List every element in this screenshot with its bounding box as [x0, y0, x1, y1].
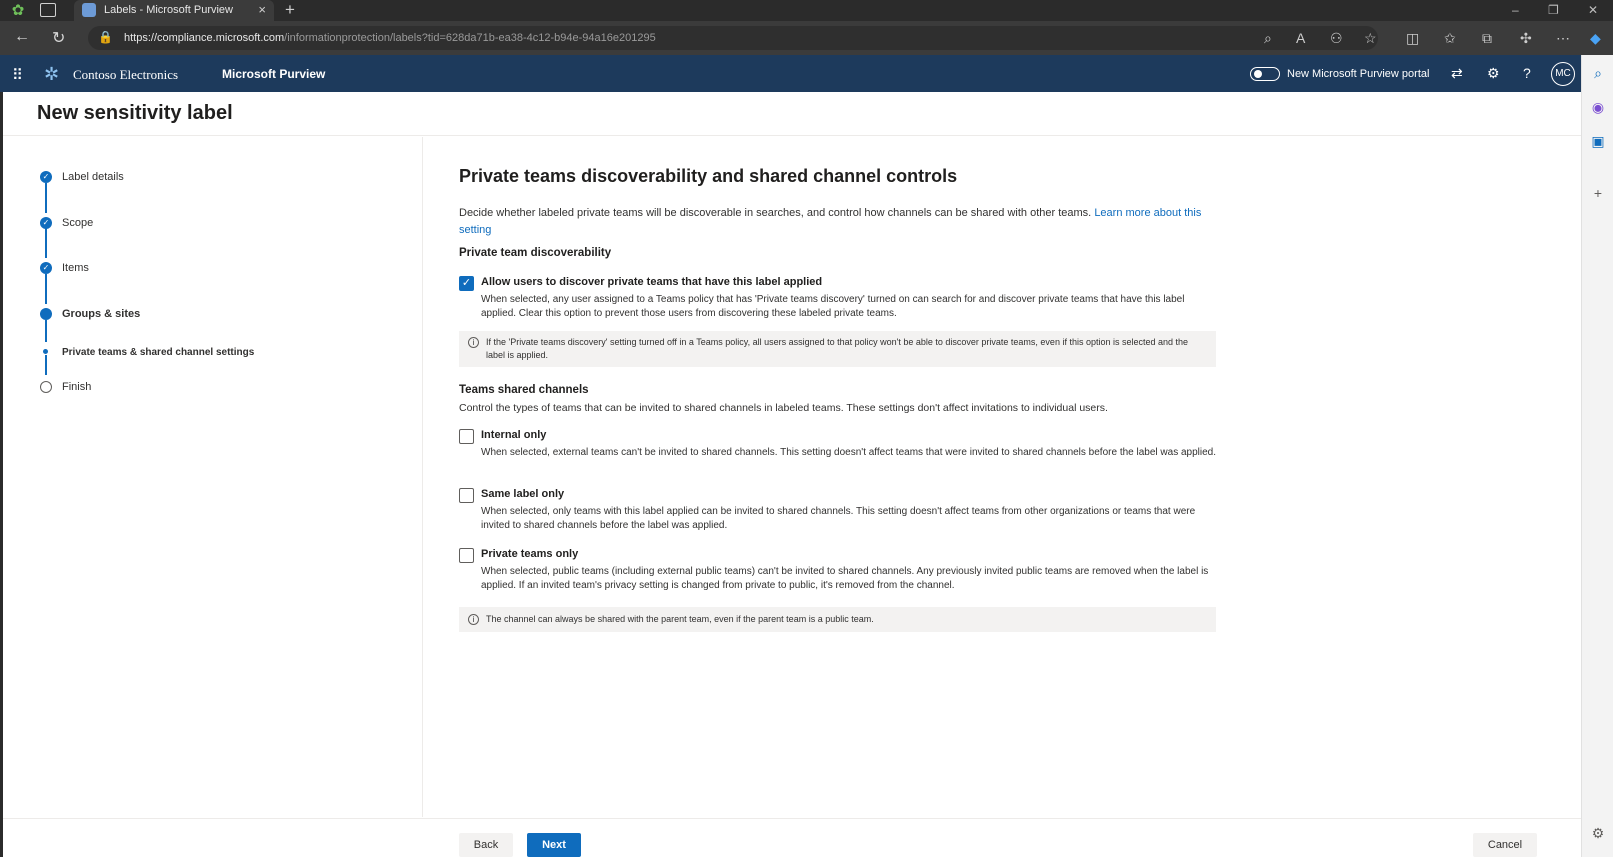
org-name[interactable]: Contoso Electronics — [73, 67, 179, 82]
new-portal-toggle[interactable] — [1250, 67, 1280, 81]
step-connector — [45, 320, 47, 342]
shared-channels-info-bar — [459, 607, 1216, 632]
outlook-icon[interactable]: ▣ — [1591, 133, 1605, 149]
learn-more-link[interactable]: Learn more about this setting — [459, 207, 1202, 236]
new-tab-icon[interactable]: + — [285, 0, 295, 19]
step-label: Label details — [62, 171, 124, 183]
zoom-icon[interactable]: ⌕ — [1264, 30, 1272, 46]
back-button[interactable]: Back — [459, 833, 513, 857]
url-text: https://compliance.microsoft.com/informationprotection/labels?tid=628da71b-ea38-4c12-b94e-94a16e201295 — [124, 32, 656, 44]
wizard-footer — [3, 818, 1581, 857]
pending-step-icon — [40, 381, 52, 393]
option-label: Internal only — [481, 429, 547, 441]
internal-only-option — [459, 429, 1219, 473]
page-description — [459, 205, 1219, 239]
url-field[interactable] — [88, 26, 1378, 50]
split-screen-icon[interactable]: ◫ — [1406, 30, 1420, 46]
option-description: When selected, public teams (including external public teams) can't be invited to shared channels. Any previously invited public teams are removed when the label is applied. If an invited team's privacy setting is changed from private to public, it's removed from the channel. — [481, 566, 1209, 591]
step-connector — [45, 183, 47, 213]
collections-icon[interactable]: ⧉ — [1482, 30, 1492, 46]
page-header — [3, 92, 1581, 136]
private-teams-only-option — [459, 548, 1219, 592]
share-icon[interactable]: ⇄ — [1451, 65, 1463, 81]
discoverability-checkbox[interactable]: ✓ — [459, 276, 474, 291]
option-description: When selected, external teams can't be invited to shared channels. This setting doesn't affect teams that were invited to shared channels before the label was applied. — [481, 447, 1216, 458]
step-connector — [45, 355, 47, 375]
shared-channels-title: Teams shared channels — [459, 384, 589, 396]
info-icon: i — [468, 337, 479, 348]
page-title: New sensitivity label — [37, 102, 233, 124]
toggle-knob — [1254, 70, 1262, 78]
checkmark-icon: ✓ — [40, 262, 52, 274]
lock-icon[interactable]: 🔒 — [98, 30, 113, 44]
info-text: If the 'Private teams discovery' setting turned off in a Teams policy, all users assigned to that policy won't be able to discover private teams, even if this option is selected and the label is applied. — [486, 337, 1189, 360]
step-label: Finish — [62, 381, 92, 393]
browser-sidebar — [1581, 55, 1613, 857]
contoso-logo-icon: ✲ — [44, 64, 60, 84]
close-window-icon[interactable]: ✕ — [1588, 3, 1599, 17]
substep-dot-icon — [43, 349, 48, 354]
app-launcher-icon[interactable]: ⠿ — [12, 67, 23, 84]
sidebar-settings-icon[interactable]: ⚙ — [1591, 825, 1605, 841]
option-description: When selected, only teams with this label applied can be invited to shared channels. This setting doesn't affect teams from other organizations or teams that were invited to shared channels before the label was applied. — [481, 506, 1196, 531]
minimize-icon[interactable]: – — [1512, 3, 1519, 17]
search-icon[interactable]: ⌕ — [1594, 65, 1602, 81]
favorites-icon[interactable]: ✩ — [1444, 30, 1456, 46]
step-label: Items — [62, 262, 89, 274]
read-aloud-icon[interactable]: A — [1296, 30, 1306, 46]
step-label: Scope — [62, 217, 94, 229]
same-label-only-checkbox[interactable] — [459, 488, 474, 503]
copilot-icon[interactable]: ◆ — [1590, 30, 1601, 46]
browser-tab[interactable] — [74, 0, 274, 21]
browser-tab-bar — [0, 0, 1613, 21]
extensions-icon[interactable]: ✣ — [1520, 30, 1532, 46]
user-icon[interactable]: ⚇ — [1330, 30, 1343, 46]
step-connector — [45, 228, 47, 258]
discoverability-option — [459, 276, 1219, 319]
option-label: Same label only — [481, 488, 565, 500]
step-label: Groups & sites — [62, 308, 141, 320]
checkmark-icon: ✓ — [40, 217, 52, 229]
same-label-only-option — [459, 488, 1219, 532]
internal-only-checkbox[interactable] — [459, 429, 474, 444]
close-tab-icon[interactable]: × — [258, 2, 266, 17]
info-icon: i — [468, 614, 479, 625]
product-name[interactable]: Microsoft Purview — [222, 67, 326, 81]
tab-title: Labels - Microsoft Purview — [104, 4, 233, 16]
discoverability-info-bar — [459, 331, 1216, 367]
option-description: When selected, any user assigned to a Teams policy that has 'Private teams discovery' turned on can search for and discover private teams that have this label applied. Clear this option to prevent those users from discovering these labeled private teams. — [481, 294, 1185, 319]
new-portal-toggle-label: New Microsoft Purview portal — [1287, 68, 1430, 80]
next-button[interactable]: Next — [527, 833, 581, 857]
purview-favicon-icon — [82, 3, 96, 17]
info-text: The channel can always be shared with the parent team, even if the parent team is a public team. — [486, 614, 874, 624]
current-step-icon — [40, 308, 52, 320]
browser-address-bar — [0, 21, 1613, 55]
option-label: Allow users to discover private teams that have this label applied — [481, 276, 823, 288]
purview-header — [0, 55, 1581, 92]
private-teams-only-checkbox[interactable] — [459, 548, 474, 563]
description-text: Decide whether labeled private teams will be discoverable in searches, and control how channels can be shared with other teams. — [459, 207, 1092, 219]
step-label: Private teams & shared channel settings — [62, 347, 255, 358]
tab-actions-icon[interactable] — [40, 3, 56, 17]
more-options-icon[interactable]: ⋯ — [1556, 30, 1570, 46]
copilot-sidebar-icon[interactable]: ◉ — [1591, 99, 1605, 115]
option-label: Private teams only — [481, 548, 579, 560]
favorite-star-icon[interactable]: ☆ — [1364, 30, 1377, 46]
restore-icon[interactable]: ❐ — [1548, 3, 1559, 17]
discoverability-title: Private team discoverability — [459, 247, 612, 259]
refresh-icon[interactable]: ↻ — [52, 30, 66, 47]
add-sidebar-app-icon[interactable]: + — [1593, 185, 1603, 201]
shared-channels-description: Control the types of teams that can be invited to shared channels in labeled teams. These settings don't affect invitations to individual users. — [459, 402, 1108, 414]
step-connector — [45, 274, 47, 304]
cancel-button[interactable]: Cancel — [1473, 833, 1537, 857]
help-icon[interactable]: ? — [1523, 65, 1531, 81]
checkmark-icon: ✓ — [40, 171, 52, 183]
avatar[interactable]: MC — [1551, 62, 1575, 86]
section-heading: Private teams discoverability and shared channel controls — [459, 166, 958, 186]
back-arrow-icon[interactable]: ← — [14, 28, 30, 45]
profile-icon[interactable]: ✿ — [11, 2, 25, 19]
settings-gear-icon[interactable]: ⚙ — [1487, 65, 1500, 81]
wizard-stepper — [3, 137, 423, 817]
